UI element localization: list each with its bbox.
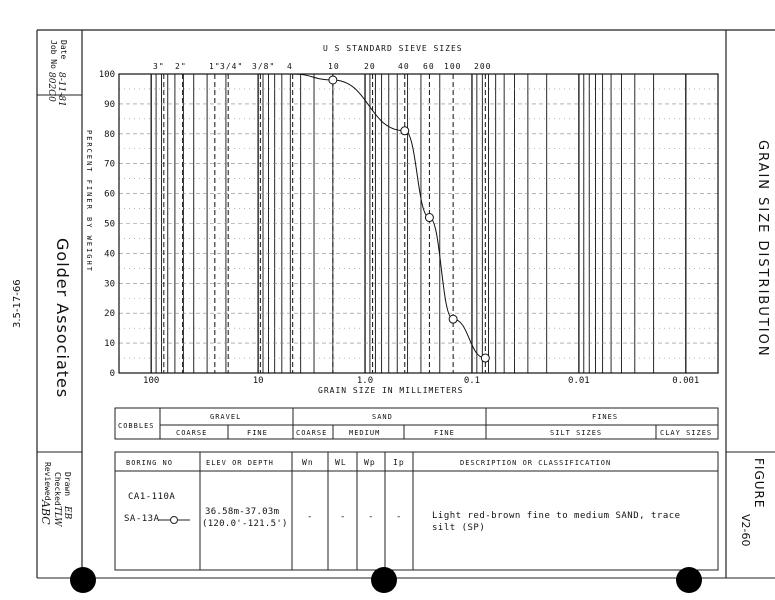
date-label: Date [59, 40, 68, 60]
y-tick-label: 100 [98, 70, 115, 80]
x-tick-label: 1.0 [356, 376, 374, 386]
value-ip: - [396, 512, 403, 522]
x-tick-label: 10 [252, 376, 264, 386]
boring-no-2: SA-13A [124, 514, 160, 524]
sieve-sizes-title: U S STANDARD SIEVE SIZES [323, 44, 463, 53]
header-boring-no: BORING NO [126, 459, 173, 467]
gravel-fine-label: FINE [247, 429, 268, 437]
date-value: 8-11-81 [56, 72, 66, 107]
punch-hole-right [676, 567, 702, 593]
drawn-value: EB [62, 506, 72, 520]
sand-fine-label: FINE [434, 429, 455, 437]
sieve-label-3-8in: 3/8" [252, 62, 276, 71]
y-tick-label: 60 [104, 189, 115, 200]
drawn-label: Drawn [63, 472, 72, 497]
fines-label: FINES [592, 413, 619, 421]
x-tick-label: 0.1 [463, 376, 481, 386]
header-ip: Ip [393, 458, 405, 467]
x-tick-label: 0.001 [672, 376, 700, 386]
boring-no-1: CA1-110A [128, 492, 176, 502]
value-wp: - [368, 512, 375, 522]
y-tick-label: 90 [104, 99, 115, 110]
y-tick-label: 20 [104, 309, 115, 320]
sieve-label-4: 4 [287, 62, 293, 71]
sieve-label-3in: 3" [153, 62, 165, 71]
sieve-label-40: 40 [398, 62, 410, 71]
clay-sizes-label: CLAY SIZES [660, 429, 713, 437]
reviewed-signature: ABC [39, 500, 52, 525]
punch-hole-center [371, 567, 397, 593]
header-wp: Wp [364, 458, 376, 467]
sand-medium-label: MEDIUM [349, 429, 381, 437]
description-line-2: silt (SP) [432, 523, 486, 533]
sieve-label-20: 20 [364, 62, 376, 71]
sieve-label-10: 10 [328, 62, 340, 71]
x-tick-label: 0.01 [568, 376, 590, 386]
header-wl: WL [335, 458, 347, 467]
sand-coarse-label: COARSE [296, 429, 328, 437]
checked-value: TLW [52, 506, 62, 527]
description-line-1: Light red-brown fine to medium SAND, trace [432, 511, 681, 521]
gravel-label: GRAVEL [210, 413, 242, 421]
header-description: DESCRIPTION OR CLASSIFICATION [460, 459, 612, 467]
sieve-label-100: 100 [444, 62, 462, 71]
elev-depth-1: 36.58m-37.03m [205, 507, 280, 517]
y-tick-label: 80 [104, 129, 115, 140]
punch-hole-left [70, 567, 96, 593]
silt-sizes-label: SILT SIZES [550, 429, 603, 437]
figure-label: FIGURE [752, 458, 766, 509]
y-tick-label: 50 [104, 219, 115, 230]
sieve-label-2in: 2" [175, 62, 187, 71]
y-axis-title: PERCENT FINER BY WEIGHT [85, 130, 93, 273]
header-elev-depth: ELEV OR DEPTH [206, 459, 274, 467]
sieve-label-1in: 1" [209, 62, 221, 71]
page-code: 3.5-17-66 [12, 279, 23, 328]
y-tick-label: 70 [104, 159, 115, 170]
sieve-label-3-4in: 3/4" [220, 62, 244, 71]
x-axis-title: GRAIN SIZE IN MILLIMETERS [318, 386, 464, 395]
figure-number: V2-60 [739, 514, 752, 547]
job-no-label: Job No [49, 40, 58, 69]
y-tick-label: 10 [104, 339, 115, 350]
sieve-label-200: 200 [474, 62, 492, 71]
sand-label: SAND [372, 413, 393, 421]
y-tick-label: 30 [104, 279, 115, 290]
value-wn: - [307, 512, 314, 522]
job-no-value: 802C0 [46, 72, 56, 102]
y-tick-label: 40 [104, 249, 115, 260]
cobbles-label: COBBLES [118, 422, 155, 430]
sieve-label-60: 60 [423, 62, 435, 71]
value-wl: - [340, 512, 347, 522]
elev-depth-2: (120.0'-121.5') [202, 519, 288, 529]
reviewed-label: Reviewed [43, 462, 52, 501]
company-name: Golder Associates [53, 238, 72, 399]
x-tick-label: 100 [143, 376, 160, 386]
header-wn: Wn [302, 458, 314, 467]
checked-label: Checked [53, 472, 62, 506]
y-tick-label: 0 [109, 369, 115, 379]
gravel-coarse-label: COARSE [176, 429, 208, 437]
sample-symbol-icon [156, 514, 196, 526]
figure-title: GRAIN SIZE DISTRIBUTION [755, 140, 770, 358]
